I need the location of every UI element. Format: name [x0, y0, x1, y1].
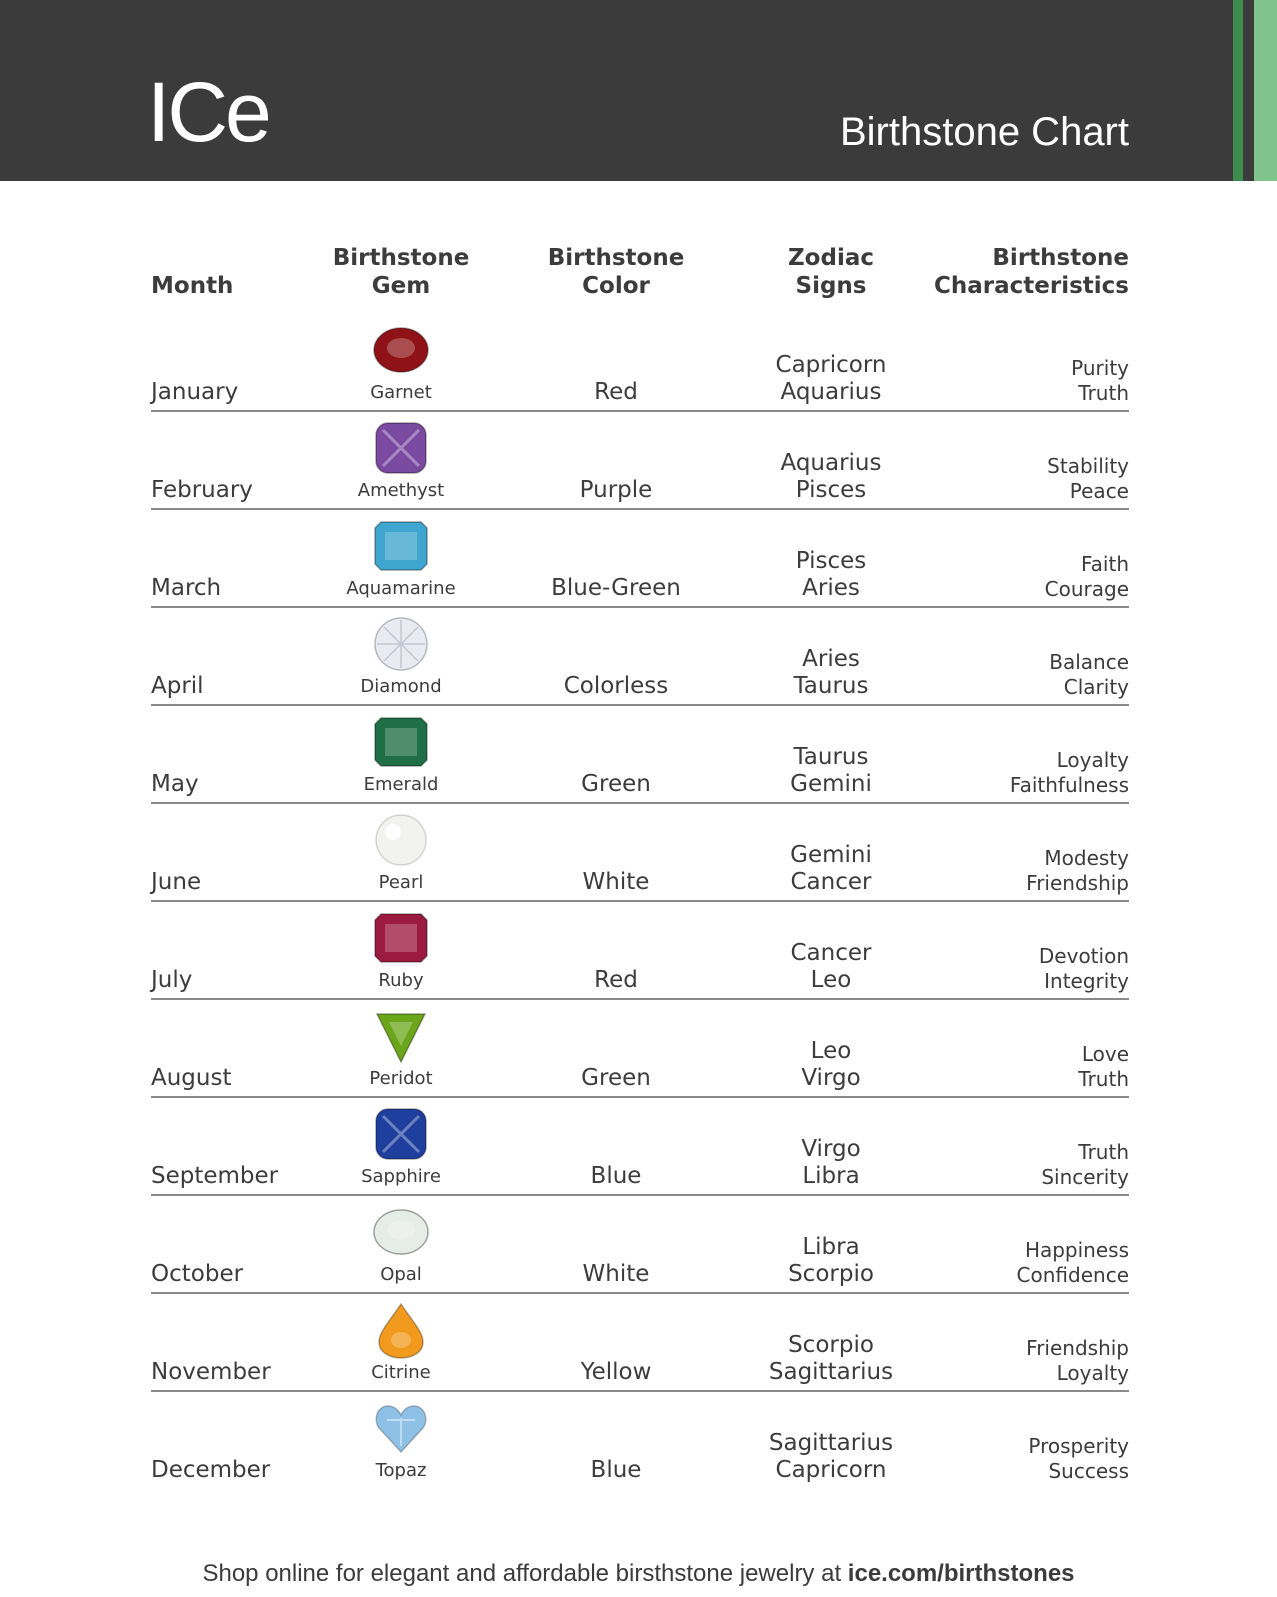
- zodiac-cell: [731, 1234, 931, 1288]
- characteristics-cell: [1017, 1238, 1129, 1288]
- table-row: [151, 1194, 1129, 1294]
- characteristics-cell: [1041, 1140, 1129, 1190]
- zodiac-sign: Virgo: [801, 1065, 861, 1091]
- zodiac-sign: Libra: [802, 1163, 860, 1189]
- characteristic: Integrity: [1044, 969, 1129, 993]
- zodiac-cell: [731, 940, 931, 994]
- month-cell: February: [151, 477, 253, 503]
- zodiac-sign: Libra: [802, 1234, 860, 1260]
- characteristic: Loyalty: [1056, 1361, 1129, 1385]
- gem-name-cell: Amethyst: [357, 480, 445, 501]
- gem-name-cell: Diamond: [360, 676, 442, 697]
- zodiac-sign: Taurus: [793, 744, 869, 770]
- characteristic: Loyalty: [1056, 748, 1129, 772]
- color-cell: Red: [594, 967, 638, 993]
- table-row: [151, 410, 1129, 510]
- month-cell: July: [151, 967, 193, 993]
- zodiac-sign: Pisces: [795, 548, 867, 574]
- characteristics-cell: [1010, 748, 1129, 798]
- month-cell: September: [151, 1163, 279, 1189]
- table-row: [151, 802, 1129, 902]
- month-cell: March: [151, 575, 222, 601]
- color-cell: Red: [594, 379, 638, 405]
- characteristics-cell: [1039, 944, 1129, 994]
- characteristic: Devotion: [1038, 944, 1129, 968]
- zodiac-cell: [731, 352, 931, 406]
- characteristics-cell: [1049, 650, 1129, 700]
- emerald-cut-aquamarine-icon: [371, 516, 431, 576]
- characteristic: Faith: [1081, 552, 1129, 576]
- gem-name-cell: Pearl: [378, 872, 424, 893]
- gem-name-cell: Citrine: [371, 1362, 431, 1383]
- column-header-month: Month: [151, 273, 234, 299]
- ice-logo[interactable]: ICe: [147, 65, 269, 159]
- month-cell: May: [151, 771, 199, 797]
- table-row: [151, 312, 1129, 412]
- zodiac-sign: Leo: [810, 967, 852, 993]
- gem-name-cell: Opal: [380, 1264, 422, 1285]
- zodiac-cell: [731, 1430, 931, 1484]
- month-cell: June: [151, 869, 202, 895]
- zodiac-cell: [731, 646, 931, 700]
- header-banner: [0, 0, 1277, 181]
- table-row: [151, 998, 1129, 1098]
- characteristic: Success: [1048, 1459, 1129, 1483]
- table-row: [151, 1390, 1129, 1488]
- heart-topaz-icon: [371, 1398, 431, 1458]
- zodiac-cell: [731, 450, 931, 504]
- table-row: [151, 1292, 1129, 1392]
- oval-garnet-icon: [371, 320, 431, 380]
- table-row: [151, 606, 1129, 706]
- accent-stripe-light: [1254, 0, 1277, 181]
- zodiac-sign: Aquarius: [780, 379, 882, 405]
- color-cell: Purple: [579, 477, 653, 503]
- characteristic: Peace: [1069, 479, 1129, 503]
- characteristic: Friendship: [1026, 871, 1129, 895]
- round-pearl-icon: [371, 810, 431, 870]
- characteristics-cell: [1026, 1336, 1129, 1386]
- color-cell: Green: [581, 1065, 651, 1091]
- column-header-gem: Birthstone Gem: [332, 245, 470, 299]
- zodiac-sign: Scorpio: [788, 1261, 874, 1287]
- zodiac-cell: [731, 1038, 931, 1092]
- page-title: Birthstone Chart: [839, 110, 1129, 154]
- cushion-amethyst-icon: [371, 418, 431, 478]
- characteristic: Sincerity: [1041, 1165, 1129, 1189]
- zodiac-sign: Gemini: [790, 771, 872, 797]
- zodiac-sign: Cancer: [790, 869, 872, 895]
- month-cell: November: [151, 1359, 271, 1385]
- table-row: [151, 1096, 1129, 1196]
- gem-name-cell: Ruby: [378, 970, 424, 991]
- color-cell: White: [582, 869, 650, 895]
- zodiac-sign: Capricorn: [775, 352, 887, 378]
- trillion-peridot-icon: [371, 1006, 431, 1066]
- characteristic: Friendship: [1026, 1336, 1129, 1360]
- zodiac-cell: [731, 548, 931, 602]
- zodiac-sign: Sagittarius: [768, 1430, 894, 1456]
- oval-opal-icon: [371, 1202, 431, 1262]
- characteristic: Truth: [1078, 1067, 1129, 1091]
- characteristic: Happiness: [1024, 1238, 1129, 1262]
- column-header-characteristics: Birthstone Characteristics: [934, 245, 1129, 299]
- emerald-cut-ruby-icon: [371, 908, 431, 968]
- characteristic: Faithfulness: [1009, 773, 1129, 797]
- month-cell: April: [151, 673, 204, 699]
- color-cell: Blue: [590, 1457, 642, 1483]
- characteristic: Truth: [1078, 381, 1129, 405]
- zodiac-sign: Cancer: [790, 940, 872, 966]
- gem-name-cell: Aquamarine: [346, 578, 456, 599]
- zodiac-sign: Aries: [802, 575, 860, 601]
- month-cell: October: [151, 1261, 244, 1287]
- zodiac-sign: Leo: [810, 1038, 852, 1064]
- column-header-zodiac: Zodiac Signs: [788, 245, 874, 299]
- accent-stripe-dark: [1233, 0, 1243, 181]
- characteristics-cell: [1026, 846, 1129, 896]
- zodiac-cell: [731, 1136, 931, 1190]
- characteristics-cell: [1071, 356, 1129, 406]
- footer-text: Shop online for elegant and affordable birsthstone jewelry at: [202, 1560, 848, 1587]
- zodiac-sign: Virgo: [801, 1136, 861, 1162]
- zodiac-cell: [731, 744, 931, 798]
- characteristics-cell: [1078, 1042, 1129, 1092]
- characteristic: Truth: [1078, 1140, 1129, 1164]
- characteristic: Confidence: [1016, 1263, 1129, 1287]
- color-cell: Blue: [590, 1163, 642, 1189]
- month-cell: January: [151, 379, 239, 405]
- footer-link[interactable]: ice.com/birthstones: [847, 1560, 1075, 1587]
- round-diamond-icon: [371, 614, 431, 674]
- zodiac-sign: Scorpio: [788, 1332, 874, 1358]
- characteristic: Stability: [1047, 454, 1129, 478]
- footer-promo: [0, 1560, 1277, 1588]
- zodiac-cell: [731, 842, 931, 896]
- zodiac-sign: Taurus: [793, 673, 869, 699]
- gem-name-cell: Sapphire: [361, 1166, 441, 1187]
- color-cell: Colorless: [563, 673, 669, 699]
- characteristic: Courage: [1044, 577, 1129, 601]
- table-row: [151, 900, 1129, 1000]
- table-row: [151, 508, 1129, 608]
- characteristic: Balance: [1049, 650, 1129, 674]
- month-cell: August: [151, 1065, 232, 1091]
- month-cell: December: [151, 1457, 271, 1483]
- zodiac-cell: [731, 1332, 931, 1386]
- zodiac-sign: Sagittarius: [768, 1359, 894, 1385]
- zodiac-sign: Pisces: [795, 477, 867, 503]
- column-header-color: Birthstone Color: [547, 245, 685, 299]
- gem-name-cell: Emerald: [363, 774, 439, 795]
- color-cell: Green: [581, 771, 651, 797]
- color-cell: White: [582, 1261, 650, 1287]
- characteristics-cell: [1047, 454, 1129, 504]
- zodiac-sign: Gemini: [790, 842, 872, 868]
- characteristic: Prosperity: [1028, 1434, 1129, 1458]
- color-cell: Yellow: [580, 1359, 652, 1385]
- pear-citrine-icon: [371, 1300, 431, 1360]
- gem-name-cell: Topaz: [375, 1460, 427, 1481]
- characteristics-cell: [1028, 1434, 1129, 1484]
- characteristic: Purity: [1071, 356, 1129, 380]
- zodiac-sign: Capricorn: [775, 1457, 887, 1483]
- gem-name-cell: Garnet: [370, 382, 432, 403]
- color-cell: Blue-Green: [551, 575, 681, 601]
- characteristic: Love: [1081, 1042, 1129, 1066]
- table-row: [151, 704, 1129, 804]
- zodiac-sign: Aquarius: [780, 450, 882, 476]
- zodiac-sign: Aries: [802, 646, 860, 672]
- cushion-sapphire-icon: [371, 1104, 431, 1164]
- characteristic: Clarity: [1063, 675, 1129, 699]
- gem-name-cell: Peridot: [369, 1068, 433, 1089]
- characteristics-cell: [1045, 552, 1129, 602]
- emerald-cut-emerald-icon: [371, 712, 431, 772]
- characteristic: Modesty: [1044, 846, 1129, 870]
